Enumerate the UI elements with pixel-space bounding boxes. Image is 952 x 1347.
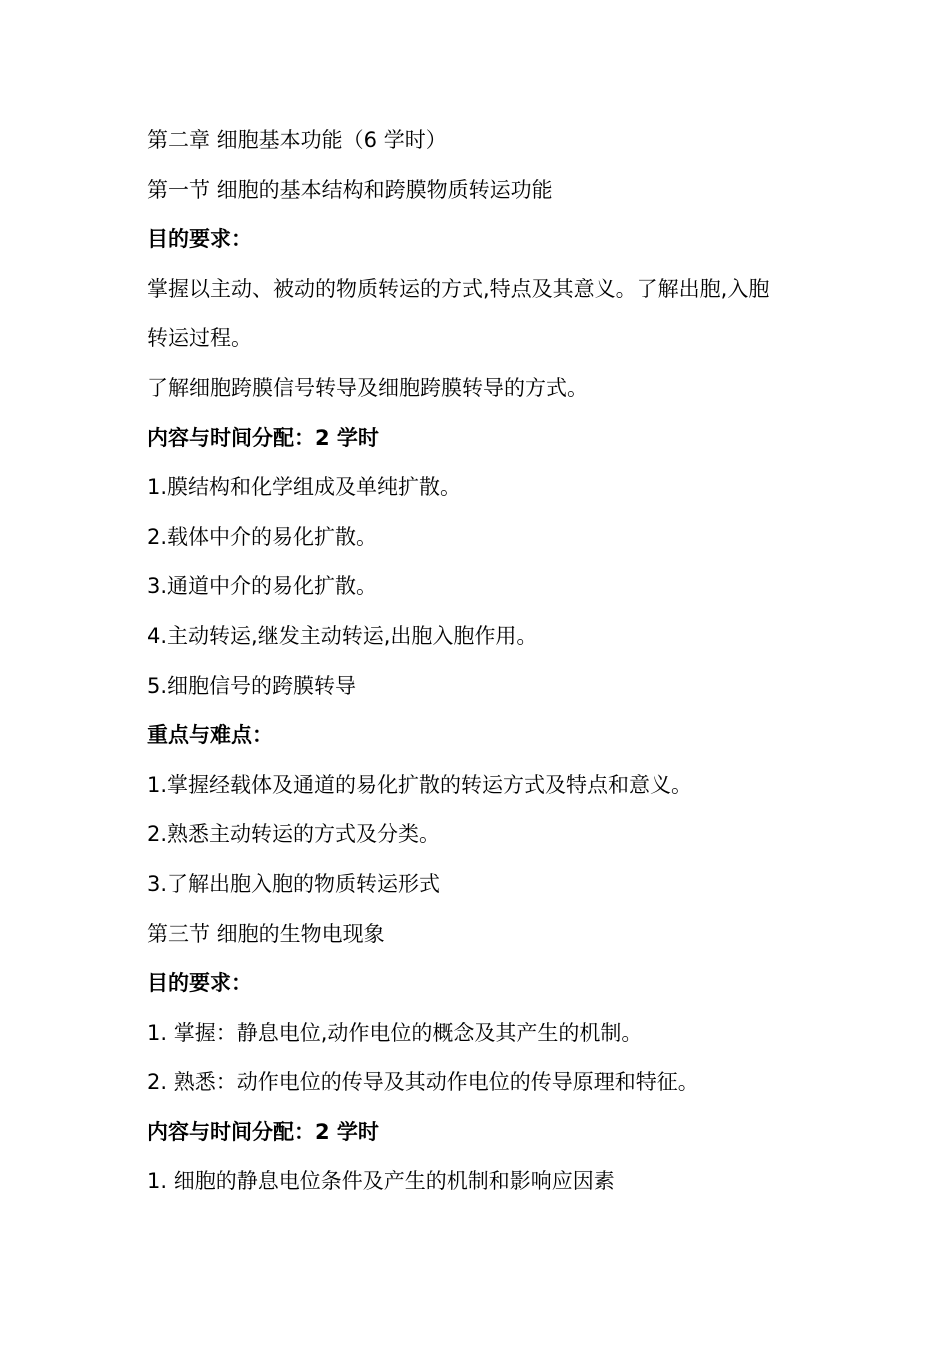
section-heading: 第一节 细胞的基本结构和跨膜物质转运功能 (147, 177, 553, 202)
list-item: 3.了解出胞入胞的物质转运形式 (147, 871, 441, 896)
chapter-heading: 第二章 细胞基本功能（6 学时） (147, 128, 447, 152)
list-item: 5.细胞信号的跨膜转导 (147, 673, 357, 698)
objectives-heading: 目的要求： (147, 227, 252, 252)
objectives-heading: 目的要求： (147, 971, 252, 996)
list-item: 2. 熟悉：动作电位的传导及其动作电位的传导原理和特征。 (147, 1070, 699, 1095)
document-page (147, 124, 827, 1215)
paragraph-line: 了解细胞跨膜信号转导及细胞跨膜转导的方式。 (147, 375, 588, 400)
list-item: 1. 细胞的静息电位条件及产生的机制和影响应因素 (147, 1169, 615, 1194)
list-item: 3.通道中介的易化扩散。 (147, 574, 378, 599)
content-time-heading: 内容与时间分配：2 学时 (147, 1119, 379, 1144)
section-heading: 第三节 细胞的生物电现象 (147, 921, 385, 946)
list-item: 1.膜结构和化学组成及单纯扩散。 (147, 475, 462, 500)
paragraph-line: 掌握以主动、被动的物质转运的方式,特点及其意义。了解出胞,入胞 (147, 276, 770, 301)
list-item: 2.载体中介的易化扩散。 (147, 524, 378, 549)
list-item: 1. 掌握：静息电位,动作电位的概念及其产生的机制。 (147, 1020, 643, 1045)
content-time-heading: 内容与时间分配：2 学时 (147, 425, 379, 450)
key-points-heading: 重点与难点： (147, 723, 273, 748)
paragraph-line: 转运过程。 (147, 326, 252, 351)
list-item: 4.主动转运,继发主动转运,出胞入胞作用。 (147, 623, 538, 648)
list-item: 2.熟悉主动转运的方式及分类。 (147, 822, 441, 847)
list-item: 1.掌握经载体及通道的易化扩散的转运方式及特点和意义。 (147, 772, 693, 797)
